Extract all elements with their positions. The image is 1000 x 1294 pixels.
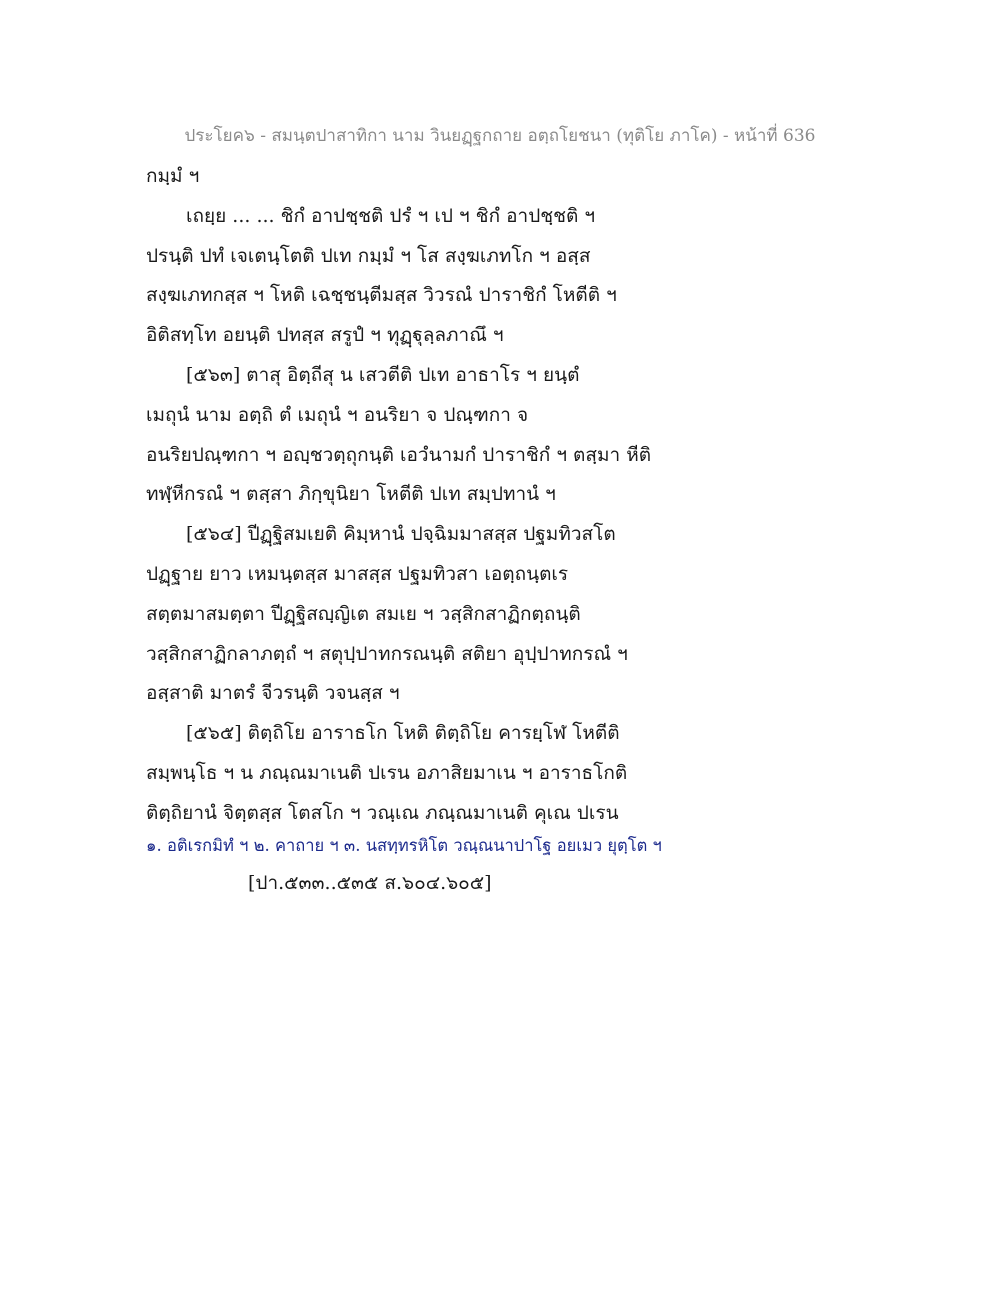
text-line: เมถุนํ นาม อตฺถิ ตํ เมถุนํ ฯ อนริยา จ ปณฺฑกา จ	[146, 403, 529, 426]
text-line: กมฺมํ ฯ	[146, 165, 200, 187]
text-line: [๕๖๔] ปีฏฺฐิสมเยติ คิมฺหานํ ปจฺฉิมมาสสฺส ปฐมทิวสโต	[186, 523, 616, 546]
text-line: สตฺตมาสมตฺตา ปีฏฺฐิสญฺญิเต สมเย ฯ วสฺสิกสาฏิกตฺถนฺติ	[146, 602, 581, 625]
running-header: ประโยค๖ - สมนฺตปาสาทิกา นาม วินยฏฺฐกถาย อตฺถโยชนา (ทุติโย ภาโค) - หน้าที่ 636	[184, 126, 816, 146]
text-line: สมฺพนฺโธ ฯ น ภณฺณมาเนติ ปเรน อภาสิยมาเน ฯ อาราธโกติ	[146, 761, 628, 784]
page-reference: [ปา.๕๓๓..๕๓๕ ส.๖๐๔.๖๐๕]	[248, 872, 492, 894]
text-line: ทฬฺหีกรณํ ฯ ตสฺสา ภิกฺขุนิยา โหตีติ ปเท สมฺปทานํ ฯ	[146, 483, 556, 506]
text-line: อนริยปณฺฑกา ฯ อญฺชวตฺถุกนฺติ เอวํนามกํ ปาราชิกํ ฯ ตสฺมา หีติ	[146, 443, 652, 466]
text-line: อสฺสาติ มาตรํ จีวรนฺติ วจนสฺส ฯ	[146, 682, 400, 705]
text-line: [๕๖๓] ตาสุ อิตฺถีสุ น เสวตีติ ปเท อาธาโร ฯ ยนฺตํ	[186, 363, 580, 386]
text-line: เถยฺย ... ... ชิกํ อาปชฺชติ ปรํ ฯ เป ฯ ชิกํ อาปชฺชติ ฯ	[186, 204, 596, 227]
footnotes: ๑. อติเรกมิทํ ฯ ๒. คาถาย ฯ ๓. นสทฺทรหิโต วณฺณนาปาโฐ อยเมว ยุตฺโต ฯ	[146, 836, 662, 855]
text-line: ปรนฺติ ปทํ เจเตนฺโตติ ปเท กมฺมํ ฯ โส สงฺฆเภทโก ฯ อสฺส	[146, 244, 591, 267]
body-text	[146, 157, 866, 834]
text-line: [๕๖๕] ติตฺถิโย อาราธโก โหติ ติตฺถิโย คารยฺโฬ โหตีติ	[186, 722, 620, 745]
text-line: สงฺฆเภทกสฺส ฯ โหติ เฉชฺชนฺตีมสฺส วิวรณํ ปาราชิกํ โหตีติ ฯ	[146, 284, 617, 307]
text-line: อิติสทฺโท อยนฺติ ปทสฺส สรูปํ ฯ ทุฏฺฐุลฺลภาณึ ฯ	[146, 324, 504, 347]
text-line: วสฺสิกสาฏิกลาภตฺถํ ฯ สตุปฺปาทกรณนฺติ สติยา อุปฺปาทกรณํ ฯ	[146, 642, 628, 665]
text-line: ติตฺถิยานํ จิตฺตสฺส โตสโก ฯ วณฺเณ ภณฺณมาเนติ คุเณ ปเรน	[146, 801, 619, 824]
text-line: ปฏฺฐาย ยาว เหมนฺตสฺส มาสสฺส ปฐมทิวสา เอตฺถนฺตเร	[146, 562, 569, 585]
